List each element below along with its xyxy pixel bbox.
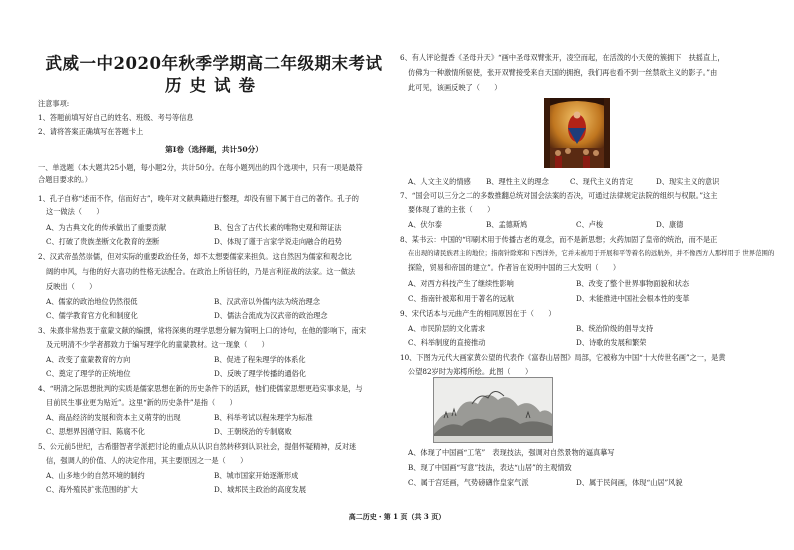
question-5-text: 5、公元前5世纪，古希腊智者学派把讨论的重点从认识自然转移到认识社会，提倡怀疑精神，反对迷 xyxy=(38,442,357,451)
notice-item-1: 1、答题前填写好自己的姓名、班级、考号等信息 xyxy=(38,113,194,122)
question-3-option: A、改变了童蒙教育的方向 xyxy=(46,355,131,364)
question-7-option: C、卢梭 xyxy=(576,220,604,229)
question-9-text: 9、宋代话本与元曲产生的相同原因在于（ ） xyxy=(400,309,556,318)
question-7-text: 要体现了谁的主张（ ） xyxy=(408,205,495,214)
question-4-option: B、科举考试以程朱理学为标准 xyxy=(214,413,313,422)
question-1-option: C、打破了贵族垄断文化教育的垄断 xyxy=(46,237,160,246)
section-intro: 合题目要求的。） xyxy=(38,175,92,184)
question-6-option: D、现实主义的意识 xyxy=(656,177,720,186)
exam-title: 武威一中2020年秋季学期高二年级期末考试 xyxy=(45,54,383,73)
question-3-text: 3、朱熹非常热衷于童蒙文献的编撰，常将深奥的理学思想分解为简明上口的诗句，在他的影响下，南宋 xyxy=(38,326,367,335)
question-4-text: 4、“明清之际思想批判的实质是儒家思想在新的历史条件下的活跃，他们使儒家思想更趋实事求是，与 xyxy=(38,384,363,393)
question-6-option: B、理性主义的理念 xyxy=(486,177,549,186)
question-10-text: 公望82岁时为郑樗所绘。此图（ ） xyxy=(408,367,533,376)
question-5-option: B、城市国家开始逐渐形成 xyxy=(214,471,299,480)
question-1-option: A、为古典文化的传承做出了重要贡献 xyxy=(46,223,167,232)
question-7-text: 7、“国会可以三分之二的多数推翻总统对国会法案的否决，可通过法律规定法院的组织与权限。”这主 xyxy=(400,191,718,200)
question-6-text: 6、有人评论提香《圣母升天》“画中圣母双臂张开，凌空而起，在活泼的小天使的簇拥下 扶摇直上， xyxy=(400,53,725,62)
question-9-option: C、科举制度的直接推动 xyxy=(408,338,486,347)
question-8-text: 在出现的诸民族君主的地位；指南针除郑和下西洋外，它并未被用于开展和平等着名的远航外，并不像西方人那样用于 世界范围的 xyxy=(408,249,775,257)
question-2-text: 阔的申风，与他的好大喜功的性格无法配合。在政治上所信任的，乃是言利征战的法家。这一做法 xyxy=(46,267,356,276)
question-6-text: 此可见，该画反映了（ ） xyxy=(408,83,502,92)
section-intro: 一、单选题（本大题共25小题，每小题2分，共计50分。在每小题列出的四个选项中，只有一项是最符 xyxy=(38,163,363,172)
question-2-text: 反映出（ ） xyxy=(46,282,97,291)
notice-item-2: 2、请将答案正确填写在答题卡上 xyxy=(38,127,144,136)
question-9-option: B、统治阶级的倡导支持 xyxy=(576,324,654,333)
question-8-option: B、改变了整个世界事物面貌和状态 xyxy=(576,279,690,288)
question-8-text: 探险，贸易和帝国的建立”。作者旨在说明中国的三大发明（ ） xyxy=(408,263,621,272)
landscape-painting-image xyxy=(433,377,553,443)
question-3-option: C、奠定了理学的正统地位 xyxy=(46,369,131,378)
question-10-option: D、属于民间画，体现“山居”风貌 xyxy=(576,478,683,487)
question-7-option: D、康德 xyxy=(656,220,684,229)
question-6-option: C、现代主义的肯定 xyxy=(570,177,634,186)
question-4-option: A、商品经济的发展和资本主义萌芽的出现 xyxy=(46,413,181,422)
question-5-option: A、山多地少的自然环境的制约 xyxy=(46,471,145,480)
notice-label: 注意事项: xyxy=(38,99,70,108)
question-4-option: D、王朝统治的专制腐败 xyxy=(214,427,292,436)
question-10-option: A、体现了中国画“工笔” 表现技法，强调对自然景物的逼真摹写 xyxy=(408,448,615,457)
question-5-option: C、海外殖民扩张范围的扩大 xyxy=(46,485,138,494)
question-7-option: B、孟德斯鸠 xyxy=(486,220,528,229)
question-2-option: C、儒学教育官方化和制度化 xyxy=(46,311,138,320)
question-8-option: A、对西方科技产生了继续性影响 xyxy=(408,279,514,288)
question-5-option: D、城邦民主政治的高度发展 xyxy=(214,485,307,494)
page-footer: 高二历史・第 1 页（共 3 页） xyxy=(348,512,446,521)
question-8-text: 8、某书云：中国的“印刷术用于传播古老的观念，而不是新思想；火药加固了皇帝的统治，而不是正 xyxy=(400,235,718,244)
question-10-option: C、属于宫廷画，气势磅礴作皇家气派 xyxy=(408,478,529,487)
question-3-option: D、反映了理学传播的通俗化 xyxy=(214,369,307,378)
question-8-option: C、指南针被郑和用于著名的远航 xyxy=(408,294,515,303)
question-8-option: D、未能推进中国社会根本性的变革 xyxy=(576,294,690,303)
question-2-option: B、汉武帝以外儒内法为统治理念 xyxy=(214,297,320,306)
question-7-option: A、伏尔泰 xyxy=(408,220,442,229)
question-10-option: B、现了中国画“写意”技法，表达“山居”的主观情致 xyxy=(408,463,572,472)
question-3-text: 及元明清不少学者都致力于编写理学化的童蒙教材。这一现象（ ） xyxy=(46,340,269,349)
section-title: 第Ⅰ卷（选择题，共计50分） xyxy=(165,145,263,154)
question-9-option: D、诗歌的发展和繁荣 xyxy=(576,338,647,347)
painting-assumption-image xyxy=(544,98,610,168)
question-2-option: D、儒法合流成为汉武帝的政治理念 xyxy=(214,311,328,320)
exam-subtitle: 历史试卷 xyxy=(165,76,263,95)
question-9-option: A、市民阶层的文化需求 xyxy=(408,324,486,333)
question-6-option: A、人文主义的情感 xyxy=(408,177,471,186)
question-1-option: D、体现了谨于言家学说走向融合的趋势 xyxy=(214,237,342,246)
question-1-text: 1、孔子自称“述而不作，信而好古”，晚年对文献典籍进行整理，却没有留下属于自己的著作。孔子的 xyxy=(38,194,359,203)
question-3-option: B、促进了程朱理学的体系化 xyxy=(214,355,306,364)
question-10-text: 10、下图为元代大画家黄公望的代表作《富春山居图》局部，它被称为中国“十大传世名画”之一，是黄 xyxy=(400,353,726,362)
question-1-option: B、包含了古代长素的唯物史观和辩证法 xyxy=(214,223,342,232)
question-2-text: 2、汉武帝虽然崇儒，但对实际的重要政治任务，却不太想要儒家来担负。这自然因为儒家和观念比 xyxy=(38,252,352,261)
question-2-option: A、儒家的政治地位仍然很低 xyxy=(46,297,138,306)
question-6-text: 仿佛为一种激情所驱使，张开双臂接受来自天国的拥抱，我们再也看不到一丝禁欲主义的影子。”由 xyxy=(408,68,718,77)
question-1-text: 这一做法（ ） xyxy=(46,207,104,216)
question-4-text: 目前民生事业更为贴近”。这里“新的历史条件”是指（ ） xyxy=(46,398,237,407)
question-5-text: 信，强调人的价值、人的决定作用，其主要原因之一是（ ） xyxy=(46,456,248,465)
question-4-option: C、思想界因循守旧、陈腐不化 xyxy=(46,427,145,436)
